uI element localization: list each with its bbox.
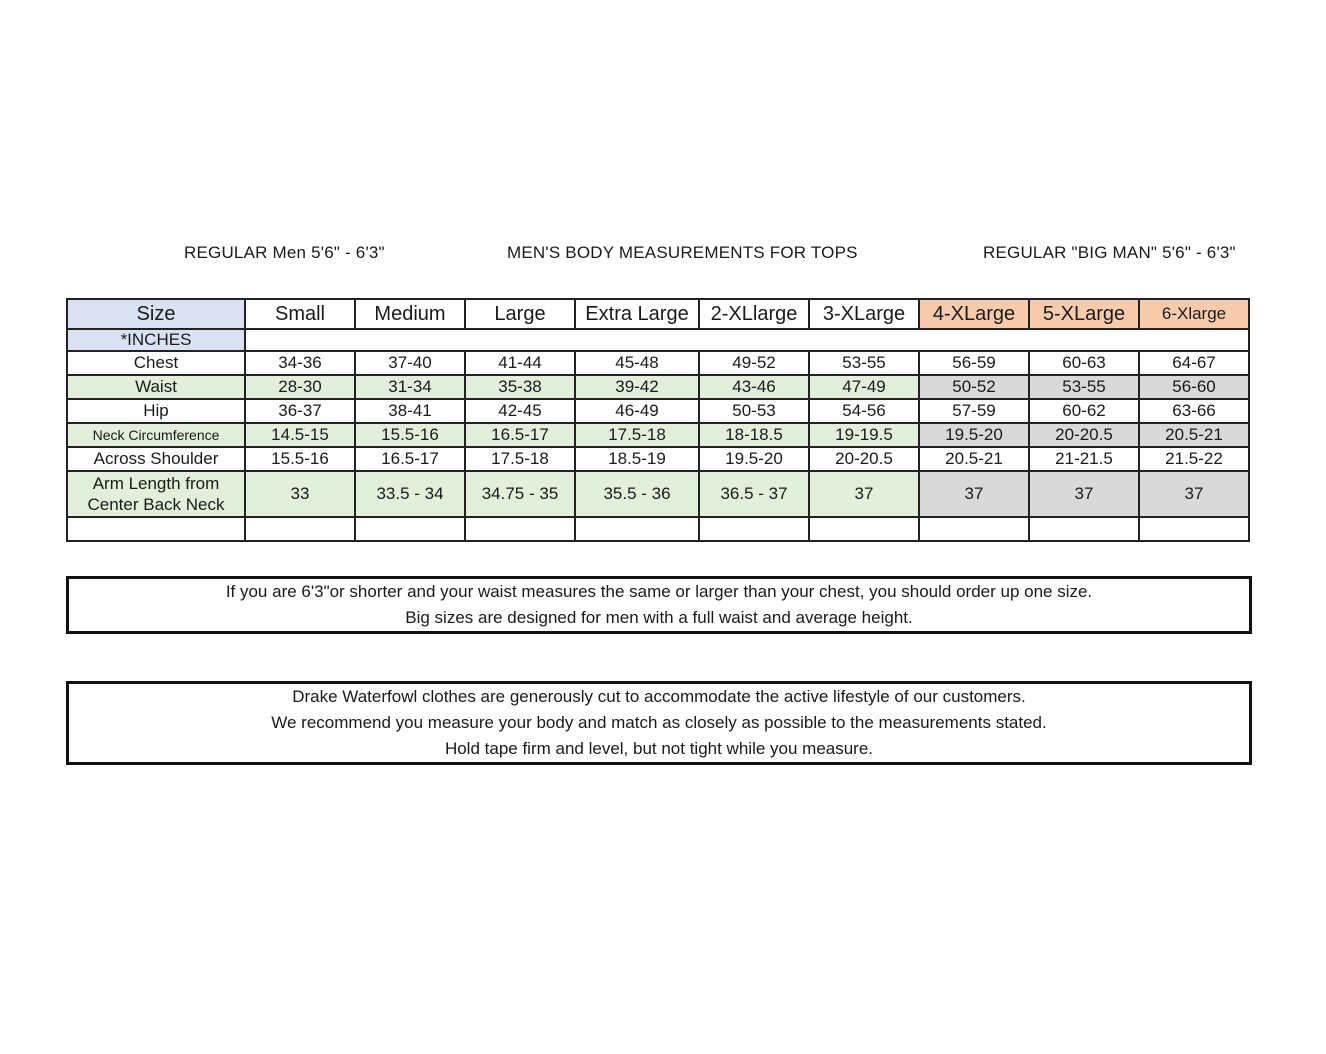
table-cell: 20.5-21 <box>1139 423 1249 447</box>
table-cell: 60-62 <box>1029 399 1139 423</box>
table-cell: 46-49 <box>575 399 699 423</box>
table-cell: 19.5-20 <box>699 447 809 471</box>
table-cell: 16.5-17 <box>355 447 465 471</box>
chart-title: MEN'S BODY MEASUREMENTS FOR TOPS <box>507 243 858 262</box>
units-label: *INCHES <box>67 329 245 351</box>
size-col-header: Extra Large <box>575 299 699 329</box>
big-man-heading: REGULAR "BIG MAN" 5'6" - 6'3" <box>983 243 1236 262</box>
size-chart-table <box>66 298 1250 542</box>
table-cell: 37 <box>1029 471 1139 517</box>
table-cell: 19.5-20 <box>919 423 1029 447</box>
row-label: Waist <box>67 375 245 399</box>
blank-cell <box>1029 517 1139 541</box>
table-cell: 43-46 <box>699 375 809 399</box>
table-cell: 33 <box>245 471 355 517</box>
blank-cell <box>575 517 699 541</box>
table-cell: 56-60 <box>1139 375 1249 399</box>
table-cell: 57-59 <box>919 399 1029 423</box>
table-row <box>67 471 1249 517</box>
table-cell: 34-36 <box>245 351 355 375</box>
table-row <box>67 351 1249 375</box>
note-line: We recommend you measure your body and match as closely as possible to the measurements stated. <box>271 713 1047 732</box>
table-row <box>67 447 1249 471</box>
table-cell: 36.5 - 37 <box>699 471 809 517</box>
table-cell: 21-21.5 <box>1029 447 1139 471</box>
table-cell: 63-66 <box>1139 399 1249 423</box>
note-line: Hold tape firm and level, but not tight while you measure. <box>444 739 874 758</box>
table-cell: 20.5-21 <box>919 447 1029 471</box>
table-cell: 47-49 <box>809 375 919 399</box>
table-cell: 14.5-15 <box>245 423 355 447</box>
row-label: Hip <box>67 399 245 423</box>
blank-cell <box>1139 517 1249 541</box>
table-cell: 20-20.5 <box>809 447 919 471</box>
table-cell: 15.5-16 <box>245 447 355 471</box>
size-col-header: Medium <box>355 299 465 329</box>
blank-cell <box>355 517 465 541</box>
table-cell: 17.5-18 <box>465 447 575 471</box>
blank-cell <box>809 517 919 541</box>
big-size-col-header: 4-XLarge <box>919 299 1029 329</box>
row-label: Chest <box>67 351 245 375</box>
blank-cell <box>699 517 809 541</box>
table-cell: 56-59 <box>919 351 1029 375</box>
table-cell: 21.5-22 <box>1139 447 1249 471</box>
measuring-tips-box <box>66 681 1252 765</box>
blank-cell <box>919 517 1029 541</box>
table-cell: 42-45 <box>465 399 575 423</box>
table-cell: 53-55 <box>809 351 919 375</box>
table-cell: 50-53 <box>699 399 809 423</box>
row-label-line: Arm Length from <box>92 473 220 493</box>
table-cell: 34.75 - 35 <box>465 471 575 517</box>
units-row-blank <box>245 329 1249 351</box>
table-header-row <box>67 299 1249 329</box>
row-label: Neck Circumference <box>67 423 245 447</box>
table-cell: 31-34 <box>355 375 465 399</box>
table-cell: 50-52 <box>919 375 1029 399</box>
table-cell: 60-63 <box>1029 351 1139 375</box>
note-line: Big sizes are designed for men with a full waist and average height. <box>405 608 913 627</box>
table-cell: 15.5-16 <box>355 423 465 447</box>
blank-cell <box>245 517 355 541</box>
size-col-header: Small <box>245 299 355 329</box>
blank-row <box>67 517 1249 541</box>
table-cell: 54-56 <box>809 399 919 423</box>
table-cell: 45-48 <box>575 351 699 375</box>
table-cell: 16.5-17 <box>465 423 575 447</box>
size-col-header: Large <box>465 299 575 329</box>
table-cell: 37 <box>1139 471 1249 517</box>
table-cell: 49-52 <box>699 351 809 375</box>
table-cell: 37 <box>809 471 919 517</box>
table-cell: 19-19.5 <box>809 423 919 447</box>
units-row <box>67 329 1249 351</box>
table-cell: 37 <box>919 471 1029 517</box>
regular-men-heading: REGULAR Men 5'6" - 6'3" <box>184 243 385 262</box>
row-label <box>67 471 245 517</box>
table-row <box>67 375 1249 399</box>
note-line: If you are 6'3"or shorter and your waist measures the same or larger than your chest, you should order up one size. <box>225 582 1093 601</box>
table-cell: 36-37 <box>245 399 355 423</box>
sizing-advice-box <box>66 576 1252 634</box>
table-cell: 20-20.5 <box>1029 423 1139 447</box>
big-size-col-header: 5-XLarge <box>1029 299 1139 329</box>
size-header-cell: Size <box>67 299 245 329</box>
table-cell: 28-30 <box>245 375 355 399</box>
table-cell: 37-40 <box>355 351 465 375</box>
note-line: Drake Waterfowl clothes are generously cut to accommodate the active lifestyle of our customers. <box>292 687 1026 706</box>
blank-cell <box>465 517 575 541</box>
table-cell: 17.5-18 <box>575 423 699 447</box>
row-label-line: Center Back Neck <box>87 494 225 514</box>
big-size-col-header: 6-Xlarge <box>1139 299 1249 329</box>
table-cell: 33.5 - 34 <box>355 471 465 517</box>
table-cell: 53-55 <box>1029 375 1139 399</box>
table-cell: 64-67 <box>1139 351 1249 375</box>
blank-cell <box>67 517 245 541</box>
table-cell: 18.5-19 <box>575 447 699 471</box>
table-row <box>67 399 1249 423</box>
table-cell: 38-41 <box>355 399 465 423</box>
table-cell: 41-44 <box>465 351 575 375</box>
row-label: Across Shoulder <box>67 447 245 471</box>
table-row <box>67 423 1249 447</box>
table-cell: 39-42 <box>575 375 699 399</box>
table-cell: 18-18.5 <box>699 423 809 447</box>
table-cell: 35.5 - 36 <box>575 471 699 517</box>
size-col-header: 2-XLlarge <box>699 299 809 329</box>
size-col-header: 3-XLarge <box>809 299 919 329</box>
table-cell: 35-38 <box>465 375 575 399</box>
